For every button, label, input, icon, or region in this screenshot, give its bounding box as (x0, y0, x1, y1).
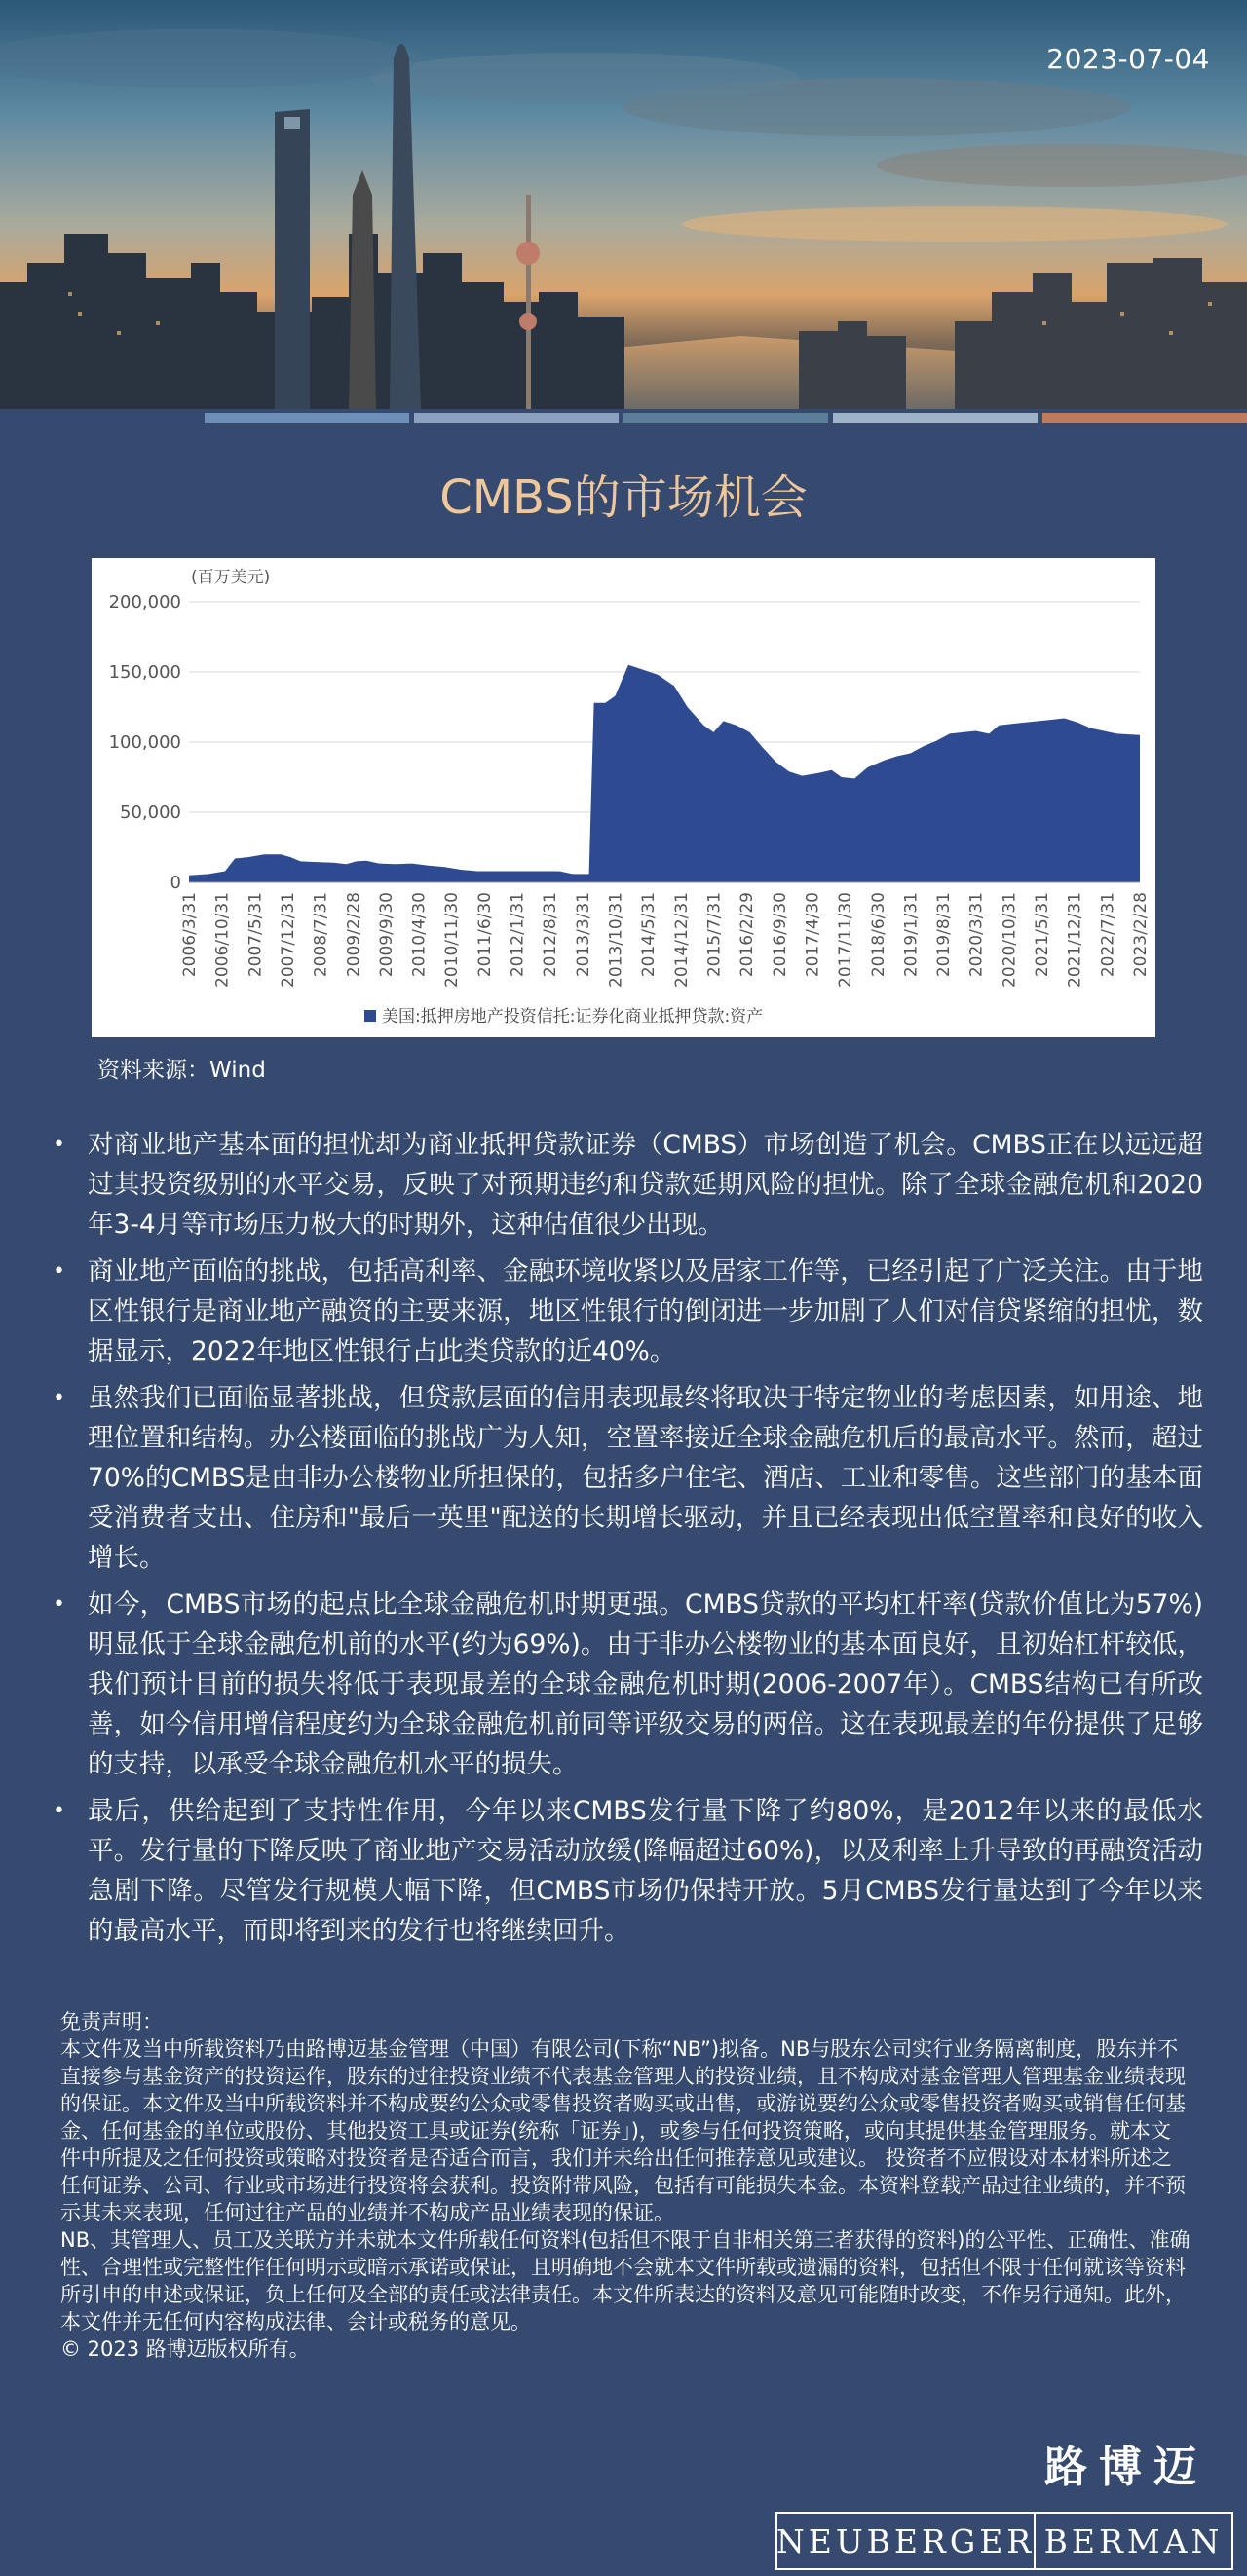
x-tick-label: 2020/10/31 (1000, 892, 1020, 988)
chart-y-axis (109, 592, 181, 893)
bullet-dot-icon: • (53, 1799, 65, 1823)
bullet-dot-icon: • (53, 1259, 65, 1284)
x-tick-label: 2021/5/31 (1033, 892, 1053, 978)
x-tick-label: 2017/4/30 (803, 892, 823, 978)
x-tick-label: 2018/6/30 (868, 892, 888, 978)
y-tick-label: 150,000 (108, 662, 181, 683)
x-tick-label: 2008/7/31 (311, 892, 331, 978)
y-tick-label: 0 (170, 873, 181, 893)
hero-banner (0, 0, 1247, 409)
x-tick-label: 2007/5/31 (246, 892, 266, 978)
bullet-text: 如今，CMBS市场的起点比全球金融危机时期更强。CMBS贷款的平均杠杆率(贷款价值比为57%)明显低于全球金融危机前的水平(约为69%)。由于非办公楼物业的基本面良好，且初始杠杆较低，我们预计目前的损失将低于表现最差的全球金融危机时期(2006-2007年）。CMBS结构已有所改善，如今信用增信程度约为全球金融危机前同等评级交易的两倍。这在表现最差的年份提供了足够的支持，以承受全球金融危机水平的损失。 (88, 1589, 1203, 1779)
x-tick-label: 2010/4/30 (409, 892, 430, 978)
stripe-5 (1042, 413, 1247, 423)
report-date: 2023-07-04 (1046, 43, 1210, 75)
bullet-item-5 (49, 1791, 1203, 1951)
x-tick-label: 2009/9/30 (376, 892, 397, 978)
bullet-item-2 (49, 1251, 1203, 1371)
stripe-1 (205, 413, 409, 423)
x-tick-label: 2010/11/30 (442, 892, 463, 988)
disclaimer-paragraph-2: NB、其管理人、员工及关联方并未就本文件所载任何资料(包括但不限于自非相关第三者获得的资料)的公平性、正确性、准确性、合理性或完整性作任何明示或暗示承诺或保证，且明确地不会就本文件所载或遗漏的资料，包括但不限于任何就该等资料所引申的申述或保证，负上任何及全部的责任或法律责任。本文件所表达的资料及意见可能随时改变，不作另行通知。此外，本文件并无任何内容构成法律、会计或税务的意见。 (60, 2228, 1190, 2333)
x-tick-label: 2017/11/30 (836, 892, 856, 988)
x-tick-label: 2014/12/31 (671, 892, 692, 988)
x-tick-label: 2016/9/30 (770, 892, 790, 978)
copyright: © 2023 路博迈版权所有。 (60, 2337, 310, 2361)
bullet-item-1 (49, 1125, 1203, 1245)
x-tick-label: 2013/10/31 (606, 892, 626, 988)
y-tick-label: 100,000 (108, 732, 181, 753)
legend-label: 美国:抵押房地产投资信托:证券化商业抵押贷款:资产 (382, 1007, 764, 1027)
bullet-item-4 (49, 1585, 1203, 1784)
area-chart (92, 558, 1155, 1037)
x-tick-label: 2006/3/31 (180, 892, 200, 978)
disclaimer (60, 2008, 1190, 2363)
chart-card (92, 558, 1155, 1037)
x-tick-label: 2006/10/31 (212, 892, 233, 988)
decorative-stripes (0, 409, 1247, 427)
x-tick-label: 2011/6/30 (474, 892, 495, 978)
x-tick-label: 2012/8/31 (541, 892, 561, 978)
bullet-item-3 (49, 1378, 1203, 1578)
y-tick-label: 50,000 (120, 803, 181, 823)
disclaimer-heading: 免责声明： (60, 2010, 163, 2034)
x-tick-label: 2019/8/31 (934, 892, 955, 978)
key-points-list (49, 1125, 1203, 1958)
bullet-dot-icon: • (53, 1133, 65, 1157)
x-tick-label: 2020/3/31 (966, 892, 987, 978)
x-tick-label: 2012/1/31 (508, 892, 528, 978)
x-tick-label: 2023/2/28 (1131, 892, 1151, 978)
bullet-text: 虽然我们已面临显著挑战，但贷款层面的信用表现最终将取决于特定物业的考虑因素，如用途、地理位置和结构。办公楼面临的挑战广为人知，空置率接近全球金融危机后的最高水平。然而，超过70%的CMBS是由非办公楼物业所担保的，包括多户住宅、酒店、工业和零售。这些部门的基本面受消费者支出、住房和"最后一英里"配送的长期增长驱动，并且已经表现出低空置率和良好的收入增长。 (88, 1383, 1203, 1573)
x-tick-label: 2014/5/31 (639, 892, 660, 978)
brand-logo (775, 2512, 1233, 2570)
bullet-text: 商业地产面临的挑战，包括高利率、金融环境收紧以及居家工作等，已经引起了广泛关注。由于地区性银行是商业地产融资的主要来源，地区性银行的倒闭进一步加剧了人们对信贷紧缩的担忧，数据显示，2022年地区性银行占此类贷款的近40%。 (88, 1256, 1203, 1366)
legend-swatch (364, 1010, 376, 1022)
x-tick-label: 2016/2/29 (737, 892, 758, 978)
chart-unit-label: (百万美元) (191, 568, 271, 587)
bullet-text: 对商业地产基本面的担忧却为商业抵押贷款证券（CMBS）市场创造了机会。CMBS正在以远远超过其投资级别的水平交易，反映了对预期违约和贷款延期风险的担忧。除了全球金融危机和2020年3-4月等市场压力极大的时期外，这种估值很少出现。 (88, 1130, 1203, 1240)
x-tick-label: 2015/7/31 (704, 892, 725, 978)
brand-logo-right-word: BERMAN (1043, 2521, 1224, 2560)
x-tick-label: 2022/7/31 (1098, 892, 1118, 978)
brand-logo-chinese: 路博迈 (1044, 2443, 1208, 2492)
stripe-3 (624, 413, 828, 423)
x-tick-label: 2013/3/31 (573, 892, 593, 978)
x-tick-label: 2009/2/28 (344, 892, 364, 978)
x-tick-label: 2007/12/31 (278, 892, 298, 988)
bullet-text: 最后，供给起到了支持性作用，今年以来CMBS发行量下降了约80%，是2012年以来的最低水平。发行量的下降反映了商业地产交易活动放缓(降幅超过60%)，以及利率上升导致的再融资活动急剧下降。尽管发行规模大幅下降，但CMBS市场仍保持开放。5月CMBS发行量达到了今年以来的最高水平，而即将到来的发行也将继续回升。 (88, 1796, 1203, 1946)
stripe-2 (414, 413, 619, 423)
series-area (189, 665, 1140, 882)
x-tick-label: 2019/1/31 (901, 892, 922, 978)
bullet-dot-icon: • (53, 1592, 65, 1617)
brand-logo-left-word: NEUBERGER (777, 2514, 1036, 2568)
chart-source: 资料来源：Wind (97, 1058, 266, 1083)
y-tick-label: 200,000 (108, 592, 181, 613)
chart-x-axis (180, 892, 1151, 988)
bullet-dot-icon: • (53, 1386, 65, 1410)
x-tick-label: 2021/12/31 (1065, 892, 1085, 988)
disclaimer-paragraph-1: 本文件及当中所载资料乃由路博迈基金管理（中国）有限公司(下称“NB”)拟备。NB与股东公司实行业务隔离制度，股东并不直接参与基金资产的投资运作，股东的过往投资业绩不代表基金管理人的投资业绩，且不构成对基金管理人管理基金业绩表现的保证。本文件及当中所载资料并不构成要约公众或零售投资者购买或出售，或游说要约公众或零售投资者购买或销售任何基金、任何基金的单位或股份、其他投资工具或证券(统称「证券」)，或参与任何投资策略，或向其提供基金管理服务。就本文件中所提及之任何投资或策略对投资者是否适合而言，我们并未给出任何推荐意见或建议。 投资者不应假设对本材料所述之任何证券、公司、行业或市场进行投资将会获利。投资附带风险，包括有可能损失本金。本资料登载产品过往业绩的，并不预示其未来表现，任何过往产品的业绩并不构成产品业绩表现的保证。 (60, 2037, 1186, 2224)
page-title: CMBS的市场机会 (439, 470, 808, 525)
stripe-4 (833, 413, 1038, 423)
